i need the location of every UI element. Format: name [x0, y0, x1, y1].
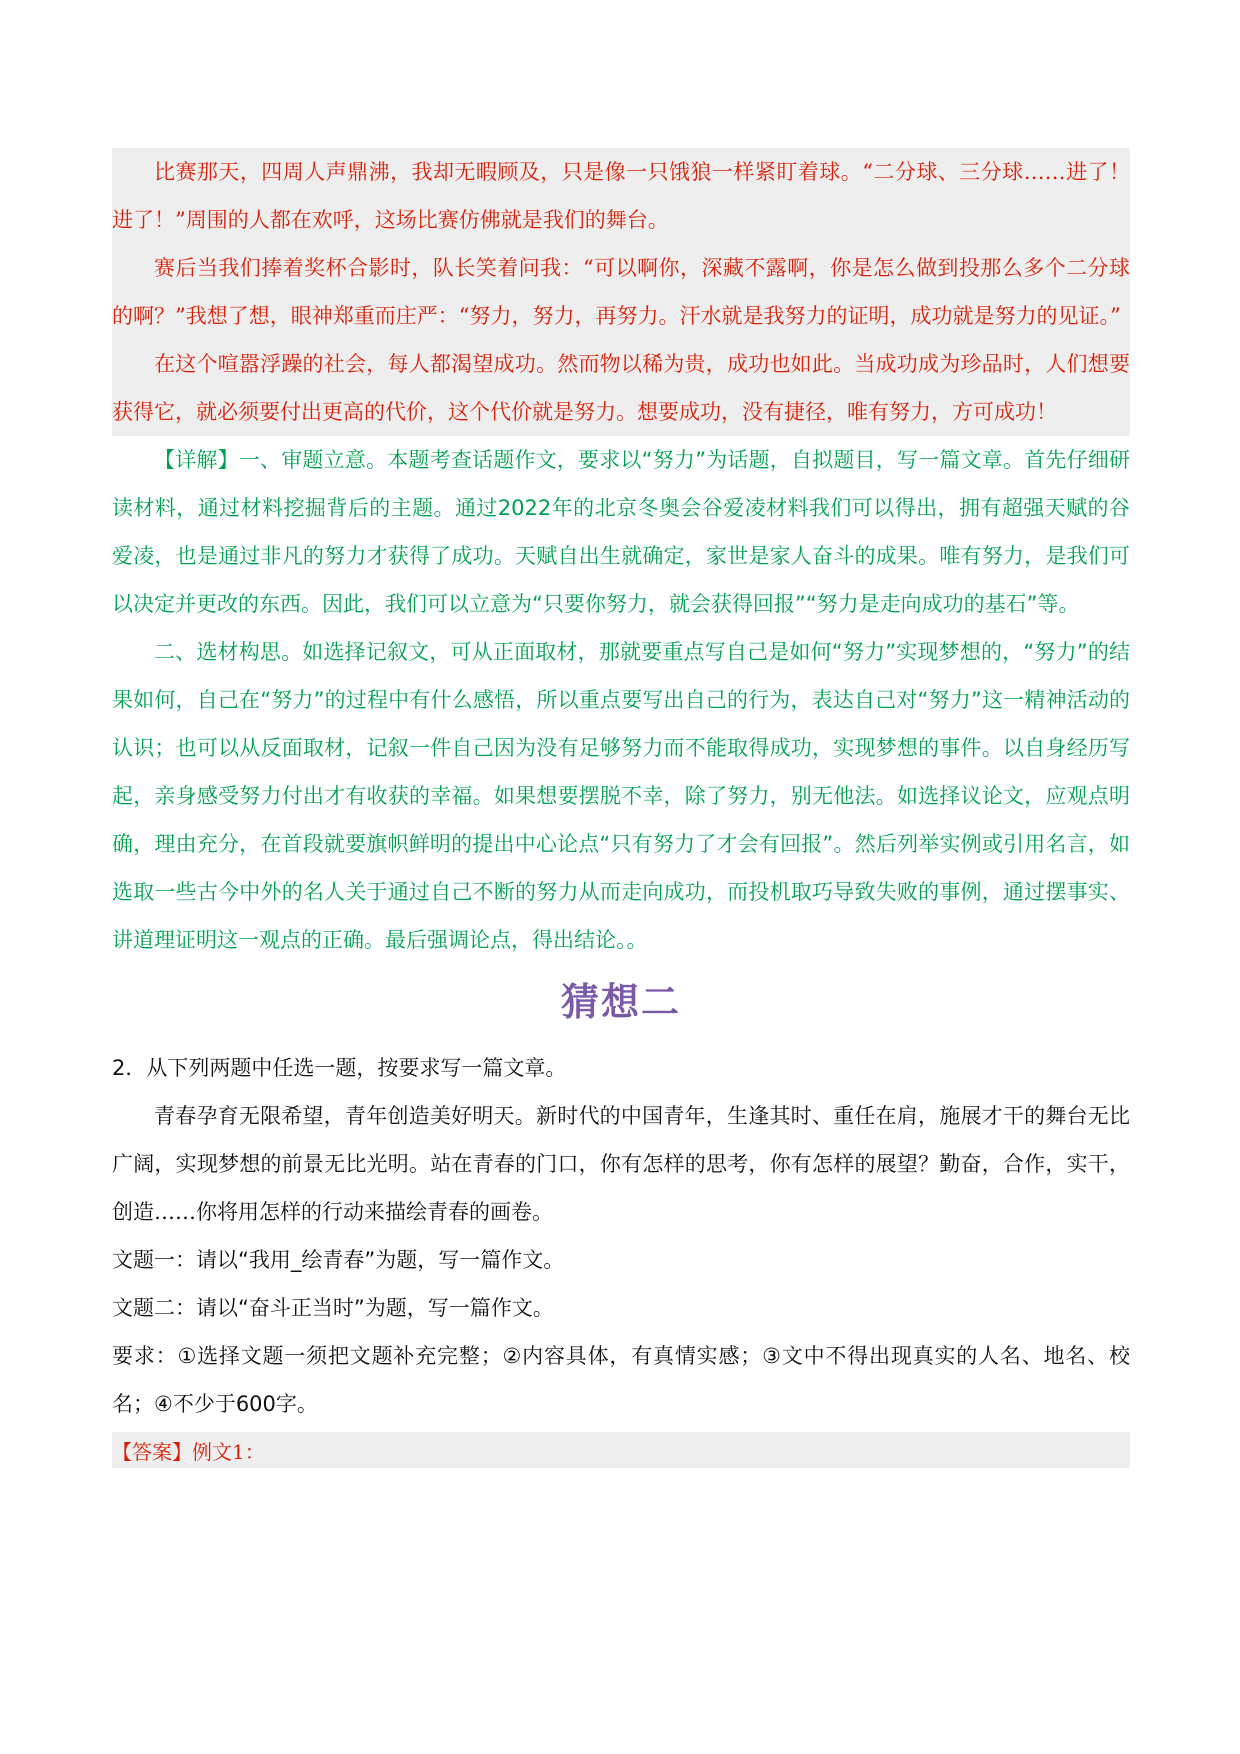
essay-paragraph-2: 赛后当我们捧着奖杯合影时，队长笑着问我：“可以啊你，深藏不露啊，你是怎么做到投那么多个二分球的啊？”我想了想，眼神郑重而庄严：“努力，努力，再努力。汗水就是我努力的证明，成功就是努力的见证。” [112, 256, 1130, 328]
answer-bar [112, 1432, 1130, 1468]
document-page [112, 148, 1130, 1468]
section-title: 猜想二 [560, 980, 681, 1024]
question-material: 青春孕育无限希望，青年创造美好明天。新时代的中国青年，生逢其时、重任在肩，施展才干的舞台无比广阔，实现梦想的前景无比光明。站在青春的门口，你有怎样的思考，你有怎样的展望？勤奋，合作，实干，创造……你将用怎样的行动来描绘青春的画卷。 [112, 1104, 1130, 1224]
answer-tag: 【答案】 [112, 1439, 192, 1464]
answer-label: 例文1： [192, 1439, 265, 1464]
essay-highlight-block [112, 148, 1130, 436]
analysis-paragraph-1 [112, 436, 1130, 628]
topic-two: 文题二：请以“奋斗正当时”为题，写一篇作文。 [112, 1296, 554, 1320]
essay-paragraph-1: 比赛那天，四周人声鼎沸，我却无暇顾及，只是像一只饿狼一样紧盯着球。“二分球、三分球……进了！进了！”周围的人都在欢呼，这场比赛仿佛就是我们的舞台。 [112, 160, 1130, 232]
topic-one: 文题一：请以“我用_绘青春”为题，写一篇作文。 [112, 1248, 565, 1272]
analysis-paragraph-2: 二、选材构思。如选择记叙文，可从正面取材，那就要重点写自己是如何“努力”实现梦想的，“努力”的结果如何，自己在“努力”的过程中有什么感悟，所以重点要写出自己的行为，表达自己对“努力”这一精神活动的认识；也可以从反面取材，记叙一件自己因为没有足够努力而不能取得成功，实现梦想的事件。以自身经历写起，亲身感受努力付出才有收获的幸福。如果想要摆脱不幸，除了努力，别无他法。如选择议论文，应观点明确，理由充分，在首段就要旗帜鲜明的提出中心论点“只有努力了才会有回报”。然后列举实例或引用名言，如选取一些古今中外的名人关于通过自己不断的努力从而走向成功，而投机取巧导致失败的事例，通过摆事实、讲道理证明这一观点的正确。最后强调论点，得出结论。。 [112, 640, 1130, 952]
analysis-tag: 【详解】 [154, 448, 239, 472]
essay-paragraph-3: 在这个喧嚣浮躁的社会，每人都渴望成功。然而物以稀为贵，成功也如此。当成功成为珍品时，人们想要获得它，就必须要付出更高的代价，这个代价就是努力。想要成功，没有捷径，唯有努力，方可成功！ [112, 352, 1130, 424]
question-stem: 2．从下列两题中任选一题，按要求写一篇文章。 [112, 1056, 567, 1080]
analysis-text-1: 一、审题立意。本题考查话题作文，要求以“努力”为话题，自拟题目，写一篇文章。首先仔细研读材料，通过材料挖掘背后的主题。通过2022年的北京冬奥会谷爱凌材料我们可以得出，拥有超强天赋的谷爱凌，也是通过非凡的努力才获得了成功。天赋自出生就确定，家世是家人奋斗的成果。唯有努力，是我们可以决定并更改的东西。因此，我们可以立意为“只要你努力，就会获得回报”“努力是走向成功的基石”等。 [112, 448, 1130, 616]
requirements: 要求：①选择文题一须把文题补充完整；②内容具体，有真情实感；③文中不得出现真实的人名、地名、校名；④不少于600字。 [112, 1344, 1130, 1416]
